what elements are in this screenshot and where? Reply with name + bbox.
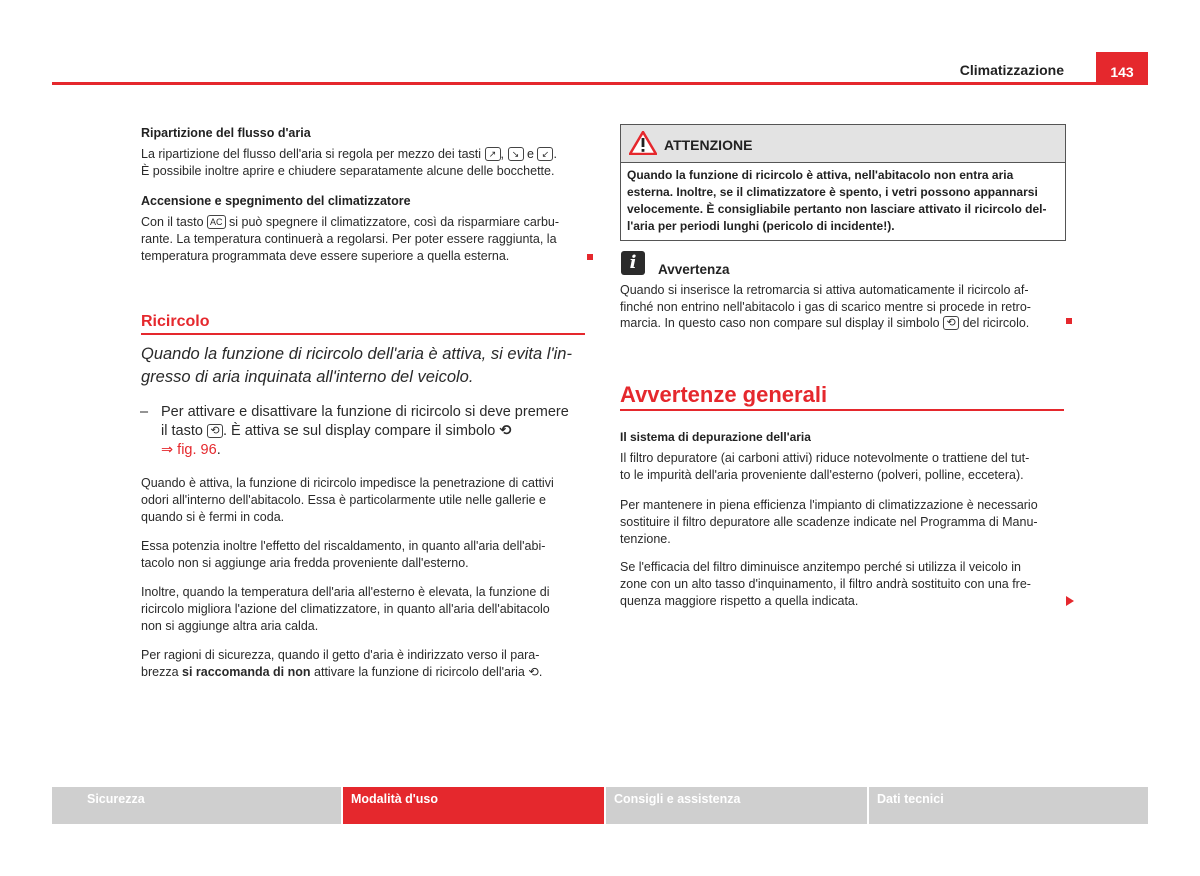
footer-tab-consigli-assistenza[interactable]: Consigli e assistenza xyxy=(606,787,867,824)
paragraph-ricircolo-2: Essa potenzia inoltre l'effetto del riscaldamento, in quanto all'aria dell'abi- tacolo non si aggiunge aria fredda proveniente dall'esterno. xyxy=(141,539,546,570)
paragraph-ripartizione-line1: La ripartizione del flusso dell'aria si regola per mezzo dei tasti ↗ , ↘ e ↙ . xyxy=(141,147,557,161)
header-rule xyxy=(52,82,1096,85)
bullet-line3: ⇒ fig. 96. xyxy=(161,442,221,458)
avvertenza-line2: finché non entrino nell'abitacolo i gas di scarico mentre si procede in retro- xyxy=(620,300,1031,314)
lead-line2: gresso di aria inquinata all'interno del veicolo. xyxy=(141,368,474,386)
recirculation-key-icon: ⟲ xyxy=(207,424,223,438)
air-distribution-icon: ↘ xyxy=(508,147,524,161)
figure-link[interactable]: ⇒ fig. 96 xyxy=(161,442,217,458)
heading-ricircolo: Ricircolo xyxy=(141,313,210,330)
recirculation-symbol-icon: ⟲ xyxy=(499,423,512,439)
ac-key-icon: AC xyxy=(207,215,226,229)
paragraph-depurazione-2: Per mantenere in piena efficienza l'impianto di climatizzazione è necessario sostituire il filtro depuratore alle scadenze indicate nel Programma di Manu- tenzione. xyxy=(620,498,1038,546)
bullet-line1: Per attivare e disattivare la funzione di ricircolo si deve premere xyxy=(161,404,569,420)
heading-avvertenze-generali: Avvertenze generali xyxy=(620,382,828,407)
heading-rule xyxy=(141,333,585,335)
recirculation-symbol-icon: ⟲ xyxy=(528,665,539,679)
warning-body: Quando la funzione di ricircolo è attiva, nell'abitacolo non entra aria esterna. Inoltre, se il climatizzatore è spento, i vetri possono appannarsi velocemente. È consigliabile pertanto non lasciare attivato il ricircolo del- l'aria per periodi lunghi (pericolo di incidente!). xyxy=(627,168,1047,233)
paragraph-accensione-line3: temperatura programmata deve essere superiore a quella esterna. xyxy=(141,249,510,263)
recirculation-key-icon: ⟲ xyxy=(943,316,959,330)
paragraph-ripartizione-line2: È possibile inoltre aprire e chiudere separatamente alcune delle bocchette. xyxy=(141,164,555,178)
heading-rule xyxy=(620,409,1064,411)
subheading-depurazione: Il sistema di depurazione dell'aria xyxy=(620,430,811,444)
footer-tab-dati-tecnici[interactable]: Dati tecnici xyxy=(869,787,1148,824)
page-number: 143 xyxy=(1096,52,1148,85)
warning-title: ATTENZIONE xyxy=(664,137,753,153)
section-title: Climatizzazione xyxy=(959,62,1064,78)
paragraph-depurazione-3: Se l'efficacia del filtro diminuisce anzitempo perché si utilizza il veicolo in zone con un alto tasso d'inquinamento, il filtro andrà sostituito con una fre- quenza maggiore rispetto a quella indicata. xyxy=(620,560,1031,608)
avvertenza-line3: marcia. In questo caso non compare sul display il simbolo ⟲ del ricircolo. xyxy=(620,316,1030,330)
air-distribution-icon: ↗ xyxy=(485,147,501,161)
warning-header xyxy=(621,125,1065,163)
info-icon: i xyxy=(621,251,645,275)
footer-tab-modalita-uso[interactable]: Modalità d'uso xyxy=(343,787,604,824)
air-distribution-icon: ↙ xyxy=(537,147,553,161)
footer-tab-sicurezza[interactable]: Sicurezza xyxy=(52,787,341,824)
paragraph-accensione-line2: rante. La temperatura continuerà a regolarsi. Per poter essere raggiunta, la xyxy=(141,232,557,246)
bullet-dash: – xyxy=(140,404,149,420)
avvertenza-line1: Quando si inserisce la retromarcia si attiva automaticamente il ricircolo af- xyxy=(620,283,1029,297)
subheading-ripartizione: Ripartizione del flusso d'aria xyxy=(141,126,311,140)
paragraph-ricircolo-3: Inoltre, quando la temperatura dell'aria all'esterno è elevata, la funzione di ricircolo migliora l'azione del climatizzatore, in quanto all'aria dell'abitacolo non si aggiunge altra aria calda. xyxy=(141,585,550,633)
warning-triangle-icon xyxy=(629,131,657,155)
end-of-section-icon xyxy=(587,254,593,260)
bullet-line2: il tasto ⟲ . È attiva se sul display compare il simbolo ⟲ xyxy=(161,423,512,439)
end-of-section-icon xyxy=(1066,318,1072,324)
subheading-accensione: Accensione e spegnimento del climatizzatore xyxy=(141,194,411,208)
paragraph-ricircolo-4: Per ragioni di sicurezza, quando il getto d'aria è indirizzato verso il para- brezza si raccomanda di non attivare la funzione di ricircolo dell'aria ⟲. xyxy=(141,648,543,679)
lead-line1: Quando la funzione di ricircolo dell'aria è attiva, si evita l'in- xyxy=(141,345,572,363)
avvertenza-title: Avvertenza xyxy=(658,262,730,277)
paragraph-accensione-line1: Con il tasto AC si può spegnere il climatizzatore, così da risparmiare carbu- xyxy=(141,215,560,229)
paragraph-depurazione-1: Il filtro depuratore (ai carboni attivi) riduce notevolmente o trattiene del tut- to le impurità dell'aria proveniente dall'esterno (polveri, polline, eccetera). xyxy=(620,451,1030,482)
warning-box xyxy=(620,124,1066,241)
paragraph-ricircolo-1: Quando è attiva, la funzione di ricircolo impedisce la penetrazione di cattivi odori all'interno dell'abitacolo. Essa è particolarmente utile nelle gallerie e quando si è fermi in coda. xyxy=(141,476,554,524)
continue-arrow-icon xyxy=(1066,596,1074,606)
